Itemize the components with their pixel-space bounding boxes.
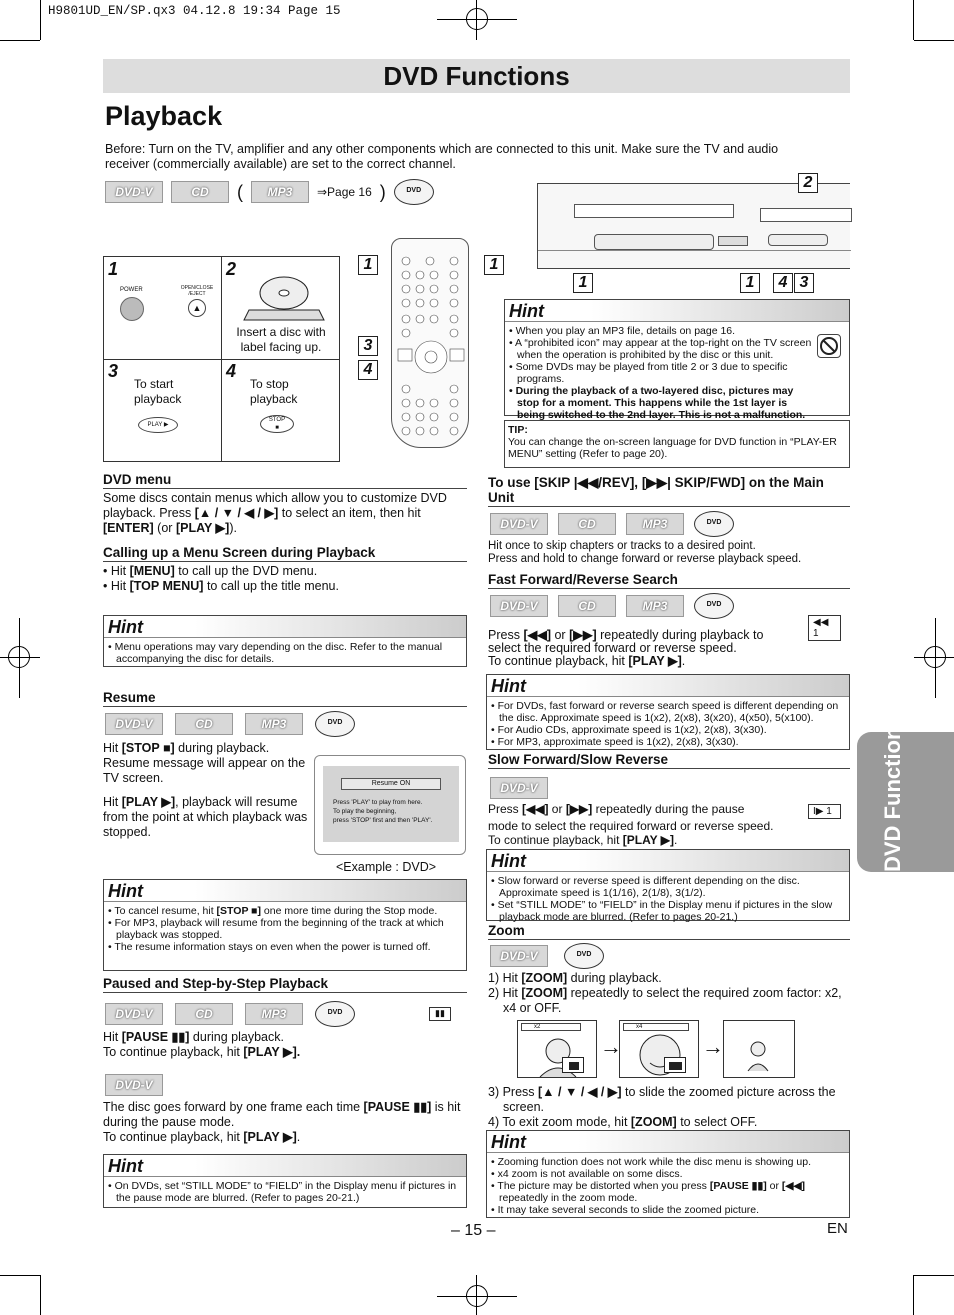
hint-line: • Zooming function does not work while the disc menu is showing up. <box>491 1156 812 1168</box>
slow-speed-osd: I▶ 1 <box>808 804 841 819</box>
cd-disc-icon: CD <box>558 595 616 617</box>
zoom-off-screen <box>723 1020 795 1078</box>
hint-box-resume <box>103 879 467 971</box>
disc-icons-row <box>490 593 734 619</box>
disc-icons-row <box>490 777 548 799</box>
hint-box-paused <box>103 1154 467 1208</box>
zoom-x2-label: x2 <box>521 1023 581 1031</box>
hint-line: • For DVDs, fast forward or reverse search speed is different depending on the disc. Approximate speed is 1(x2), 2(x8), 3(x20), 4(x50), 5(x100). <box>491 700 839 724</box>
crop-mark <box>19 618 20 698</box>
step-by-step-text: The disc goes forward by one frame each time [PAUSE ▮▮] is hit during the pause mode. To continue playback, hit [PLAY ▶]. <box>103 1100 461 1144</box>
callout-badge: 3 <box>358 336 378 356</box>
arrow-icon: → <box>702 1034 724 1059</box>
dvd-logo-icon: DVD <box>315 711 355 737</box>
hint-box-menu <box>103 615 467 667</box>
dvd-menu-text: Some discs contain menus which allow you to customize DVD playback. Press [▲ / ▼ / ◀ / ▶] to select an item, then hit [ENTER] (or [PLAY ▶]). <box>103 491 447 535</box>
mp3-disc-icon: MP3 <box>626 513 684 535</box>
skip-heading: To use [SKIP |◀◀/REV], [▶▶| SKIP/FWD] on the Main Unit <box>488 475 850 507</box>
example-caption: <Example : DVD> <box>336 860 437 874</box>
hint-line: • Menu operations may vary depending on the disc. Refer to the manual accompanying the disc for details. <box>108 641 443 665</box>
callout-badge: 1 <box>484 255 504 275</box>
dvd-logo-icon: DVD <box>564 943 604 969</box>
ffrs-text: Press [◀◀] or [▶▶] repeatedly during playback to select the required forward or reverse speed. To continue playback, hit [PLAY ▶]. <box>488 628 764 668</box>
dvdv-disc-icon: DVD-V <box>490 945 548 967</box>
hint-heading: Hint <box>487 675 849 697</box>
steps-diagram <box>103 256 340 462</box>
resume-osd-text: Press 'PLAY' to play from here. To play the beginning, press 'STOP' first and then 'PLAY'. <box>333 799 433 824</box>
hint-line: • For Audio CDs, approximate speed is 1(x2), 2(x8), 3(x30). <box>491 724 767 736</box>
mp3-disc-icon: MP3 <box>245 1003 303 1025</box>
callout-badge: 1 <box>573 273 593 293</box>
page-number: – 15 – <box>451 1222 496 1239</box>
hint-box-ffrs <box>486 674 850 750</box>
rev-speed-osd: ◀◀ 1 <box>808 615 841 641</box>
hint-line: • A “prohibited icon” may appear at the top-right on the TV screen when the operation is prohibited by the disc or this unit. <box>509 337 812 361</box>
dvdv-disc-icon: DVD-V <box>490 777 548 799</box>
disc-tray-illustration <box>239 265 329 325</box>
disc-icons-row <box>490 943 604 969</box>
dvdv-disc-icon: DVD-V <box>490 595 548 617</box>
dvd-logo-icon: DVD <box>394 179 434 205</box>
play-button-icon: PLAY ▶ <box>138 417 178 433</box>
stop-button-icon: STOP ■ <box>260 415 294 433</box>
tip-box <box>504 420 850 468</box>
zoom-heading: Zoom <box>488 923 850 940</box>
remote-control-illustration <box>391 238 469 448</box>
callout-badge: 2 <box>798 173 818 193</box>
tv-screen-example <box>314 755 466 855</box>
pause-osd: ▮▮ <box>429 1007 451 1021</box>
resume-text: Hit [STOP ■] during playback. Resume message will appear on the TV screen. Hit [PLAY ▶], playback will resume from the point at which playback was stopped. <box>103 741 308 839</box>
crop-mark <box>913 1275 914 1315</box>
hint-line: • Set “STILL MODE” to “FIELD” in the Display menu if pictures in the slow playback mode are blurred. (Refer to pages 20-21.) <box>491 899 833 923</box>
paused-heading: Paused and Step-by-Step Playback <box>103 976 467 993</box>
hint-box-zoom <box>486 1130 850 1218</box>
hint-line: • It may take several seconds to slide the zoomed picture. <box>491 1204 760 1216</box>
callout-badge: 4 <box>773 273 793 293</box>
crop-mark <box>476 1275 477 1315</box>
step-number: 3 <box>108 361 119 381</box>
crop-mark <box>0 1275 40 1276</box>
arrow-icon: → <box>600 1034 622 1059</box>
crop-mark <box>437 1296 517 1297</box>
dvd-logo-icon: DVD <box>315 1001 355 1027</box>
start-playback-text: To start playback <box>134 377 182 406</box>
hint-line: • On DVDs, set “STILL MODE” to “FIELD” in the Display menu if pictures in the pause mode are blurred. (Refer to pages 20-21.) <box>108 1180 457 1204</box>
crop-mark <box>437 19 517 20</box>
open-close-label: OPEN/CLOSE /EJECT <box>180 285 214 297</box>
step-number: 1 <box>108 259 119 279</box>
zoom-steps-3-4: 3) Press [▲ / ▼ / ◀ / ▶] to slide the zoomed picture across the screen. 4) To exit zoom mode, hit [ZOOM] to select OFF. <box>488 1085 836 1129</box>
hint-heading: Hint <box>487 850 849 872</box>
crop-mark <box>935 618 936 698</box>
dvd-logo-icon: DVD <box>694 511 734 537</box>
slow-text-cont: mode to select the required forward or reverse speed. To continue playback, hit [PLAY ▶]. <box>488 819 774 847</box>
hint-box-general <box>504 299 850 421</box>
menu-screen-text: • Hit [MENU] to call up the DVD menu. • Hit [TOP MENU] to call up the title menu. <box>103 564 339 593</box>
side-tab-label: DVD Functions <box>880 714 905 872</box>
dvdv-disc-icon: DVD-V <box>105 181 163 203</box>
menu-screen-heading: Calling up a Menu Screen during Playback <box>103 545 467 562</box>
cd-disc-icon: CD <box>175 1003 233 1025</box>
intro-text: Before: Turn on the TV, amplifier and any other components which are connected to this unit. Make sure the TV and audio receiver (commercially available) are set to the correct channel. <box>105 142 779 171</box>
mp3-disc-icon: MP3 <box>251 181 309 203</box>
paused-text: Hit [PAUSE ▮▮] during playback. To continue playback, hit [PLAY ▶]. <box>103 1030 301 1059</box>
hint-heading: Hint <box>487 1131 849 1153</box>
hint-line: • For MP3, approximate speed is 1(x2), 2(x8), 3(x30). <box>491 736 739 748</box>
page-title: Playback <box>105 101 223 131</box>
crop-mark <box>40 1275 41 1315</box>
hint-line: • To cancel resume, hit [STOP ■] one more time during the Stop mode. <box>108 905 438 917</box>
disc-icons-row <box>105 1074 163 1096</box>
stop-playback-text: To stop playback <box>250 377 298 406</box>
hint-line: • x4 zoom is not available on some discs. <box>491 1168 683 1180</box>
hint-line: • The resume information stays on even when the power is turned off. <box>108 941 431 953</box>
disc-icons-row: DVD-V CD ( MP3 ⇒Page 16 ) DVD <box>105 179 434 205</box>
crop-mark <box>914 40 954 41</box>
crop-mark <box>913 0 914 40</box>
hint-line: • For MP3, playback will resume from the beginning of the track at which playback was stopped. <box>108 917 444 941</box>
disc-icons-row <box>105 711 355 737</box>
crop-mark <box>914 657 954 658</box>
resume-osd-title: Resume ON <box>341 778 441 790</box>
callout-badge: 1 <box>740 273 760 293</box>
hint-box-slow <box>486 849 850 921</box>
zoom-x4-screen <box>619 1020 699 1078</box>
page-ref: ⇒Page 16 <box>317 185 372 199</box>
crop-mark <box>476 0 477 40</box>
dvdv-disc-icon: DVD-V <box>490 513 548 535</box>
zoom-x4-label: x4 <box>623 1023 689 1031</box>
mp3-disc-icon: MP3 <box>626 595 684 617</box>
slow-text: Press [◀◀] or [▶▶] repeatedly during the pause <box>488 802 745 816</box>
cd-disc-icon: CD <box>171 181 229 203</box>
hint-line: • When you play an MP3 file, details on page 16. <box>509 325 736 337</box>
crop-mark <box>914 1275 954 1276</box>
insert-disc-text: Insert a disc with label facing up. <box>236 325 326 354</box>
zoom-steps-1-2: 1) Hit [ZOOM] during playback. 2) Hit [ZOOM] repeatedly to select the required zoom factor: x2, x4 or OFF. <box>488 971 842 1015</box>
hint-heading: Hint <box>104 880 466 902</box>
print-header: H9801UD_EN/SP.qx3 04.12.8 19:34 Page 15 <box>48 4 341 18</box>
hint-line: • Some DVDs may be played from title 2 or 3 due to specific programs. <box>509 361 788 385</box>
dvd-menu-heading: DVD menu <box>103 472 467 489</box>
tip-text: You can change the on-screen language for DVD function in “PLAY-ER MENU” setting (Refer to page 20). <box>508 436 837 460</box>
hint-line: • During the playback of a two-layered disc, pictures may stop for a moment. This happens while the 1st layer is being switched to the 2nd layer. This is not a malfunction. <box>509 385 806 421</box>
cd-disc-icon: CD <box>558 513 616 535</box>
language-code: EN <box>827 1220 848 1237</box>
mp3-disc-icon: MP3 <box>245 713 303 735</box>
power-label: POWER <box>120 287 143 293</box>
crop-mark <box>40 0 41 40</box>
ffrs-heading: Fast Forward/Reverse Search <box>488 572 850 589</box>
dvd-logo-icon: DVD <box>694 593 734 619</box>
crop-mark <box>0 40 40 41</box>
main-unit-illustration <box>537 183 850 269</box>
step-number: 2 <box>226 259 237 279</box>
disc-icons-row <box>490 511 734 537</box>
skip-text: Hit once to skip chapters or tracks to a desired point. Press and hold to change forward or reverse playback speed. <box>488 540 802 565</box>
power-button-icon <box>120 297 144 321</box>
crop-mark <box>0 657 40 658</box>
callout-badge: 3 <box>794 273 814 293</box>
dvdv-disc-icon: DVD-V <box>105 1074 163 1096</box>
resume-heading: Resume <box>103 690 467 707</box>
hint-line: • The picture may be distorted when you press [PAUSE ▮▮] or [◀◀] repeatedly in the zoom mode. <box>491 1180 806 1204</box>
disc-icons-row <box>105 1001 355 1027</box>
dvdv-disc-icon: DVD-V <box>105 1003 163 1025</box>
zoom-x2-screen <box>517 1020 597 1078</box>
eject-icon: ▲ <box>188 299 206 317</box>
hint-heading: Hint <box>505 300 849 322</box>
step-number: 4 <box>226 361 237 381</box>
hint-heading: Hint <box>104 1155 466 1177</box>
slow-heading: Slow Forward/Slow Reverse <box>488 752 850 769</box>
prohibited-icon <box>817 334 841 358</box>
section-banner: DVD Functions <box>103 59 850 93</box>
tip-label: TIP: <box>508 424 528 436</box>
callout-badge: 1 <box>358 255 378 275</box>
callout-badge: 4 <box>358 360 378 380</box>
cd-disc-icon: CD <box>175 713 233 735</box>
hint-line: • Slow forward or reverse speed is different depending on the disc. Approximate speed is 1(1/16), 2(1/8), 3(1/2). <box>491 875 800 899</box>
dvdv-disc-icon: DVD-V <box>105 713 163 735</box>
hint-heading: Hint <box>104 616 466 638</box>
